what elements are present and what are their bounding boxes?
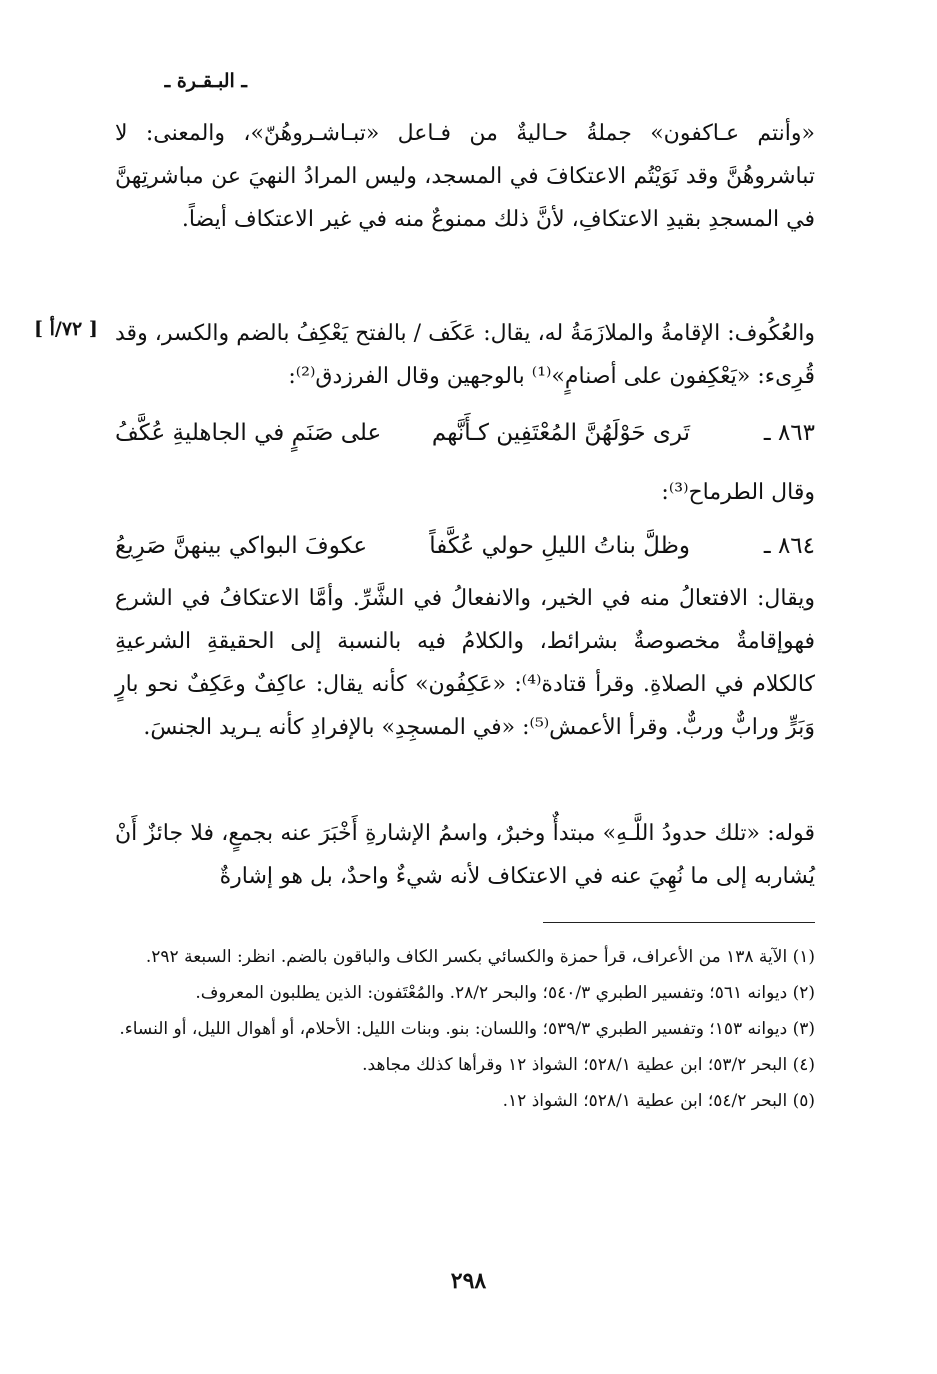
paragraph-1: «وأنتم عـاكفون» جملةُ حـاليةٌ من فـاعل «تبـاشـروهُنّ»، والمعنى: لا تباشروهُنَّ وقد نَوَيْتُم الاعتكافَ في المسجد، وليس المرادُ النهيَ عن مباشرتِهنَّ في المسجدِ بقيدِ الاعتكافِ، لأنَّ ذلك ممنوعٌ منه في غير الاعتكاف أيضاً. [115, 121, 816, 232]
poetry-verse-864 [115, 533, 815, 573]
verse-second-hemistich: على صَنَمٍ في الجاهليةِ عُكَّفُ [115, 420, 382, 446]
verse-second-hemistich: عكوفَ البواكي بينهنَّ صَرِيعُ [115, 533, 368, 559]
page-number: ٢٩٨ [450, 1268, 487, 1294]
manuscript-folio-reference: [ ٧٢/أ ] [34, 318, 98, 340]
verse-number: ٨٦٤ ـ [763, 533, 815, 559]
verse-number: ٨٦٣ ـ [763, 420, 815, 446]
footnote-5: (٥) البحر ٥٤/٢؛ ابن عطية ٥٢٨/١؛ الشواذ ١٢. [502, 1091, 815, 1111]
paragraph-2: والعُكُوف: الإقامةُ والملازَمَةُ له، يقال: عَكَف / بالفتح يَعْكِفُ بالضم والكسر، وقد قُرِىء: «يَعْكِفون على أصنامٍ»⁽¹⁾ بالوجهين وقال الفرزدق⁽²⁾: [115, 321, 815, 389]
footnote-1: (١) الآية ١٣٨ من الأعراف، قرأ حمزة والكسائي بكسر الكاف والباقون بالضم. انظر: السبعة ٢٩٢. [145, 947, 815, 967]
footnote-3: (٣) ديوانه ١٥٣؛ وتفسير الطبري ٥٣٩/٣؛ واللسان: بنو. وبنات الليل: الأحلام، أو أهوال الليل، أو النساء. [119, 1019, 815, 1039]
running-header: ـ البـقـرة ـ [164, 70, 247, 92]
verse-first-hemistich: وظلَّ بناتُ الليلِ حولي عُكَّفاً [429, 533, 690, 559]
footnotes [115, 940, 815, 1120]
footnote-separator [543, 922, 815, 923]
poetry-verse-863 [115, 420, 815, 460]
poet-attribution: وقال الطرماح⁽³⁾: [661, 480, 815, 505]
paragraph-4: قوله: «تلك حدودُ اللَّـهِ» مبتدأٌ وخبرٌ، واسمُ الإشارةِ أَخْبَرَ عنه بجمعٍ، فلا جائزٌ أَنْ يُشاربه إلى ما نُهِيَ عنه في الاعتكاف لأنه شيءٌ واحدٌ، بل هو إشارةٌ [115, 821, 816, 889]
footnote-4: (٤) البحر ٥٣/٢؛ ابن عطية ٥٢٨/١؛ الشواذ ١٢ وقرأها كذلك مجاهد. [362, 1055, 815, 1075]
verse-first-hemistich: تَرى حَوْلَهُنَّ المُعْتَفِين كـأَنَّهم [431, 420, 690, 446]
paragraph-3: ويقال: الافتعالُ منه في الخير، والانفعالُ في الشَّرِّ. وأمَّا الاعتكافُ في الشرع فهوإقامةٌ مخصوصةٌ بشرائط، والكلامُ فيه بالنسبة إلى الحقيقةِ الشرعيةِ كالكلام في الصلاةِ. وقرأ قتادة⁽⁴⁾: «عَكِفُون» كأنه يقال: عاكِفٌ وعَكِفٌ نحو بارٍ وَبَرٍّ ورابٌّ وربٌّ. وقرأ الأعمش⁽⁵⁾: «في المسجِدِ» بالإفرادِ كأنه يـريد الجنسَ. [115, 586, 816, 740]
footnote-2: (٢) ديوانه ٥٦١؛ وتفسير الطبري ٥٤٠/٣؛ والبحر ٢٨/٢. والمُعْتَفون: الذين يطلبون المعروف. [195, 983, 815, 1003]
